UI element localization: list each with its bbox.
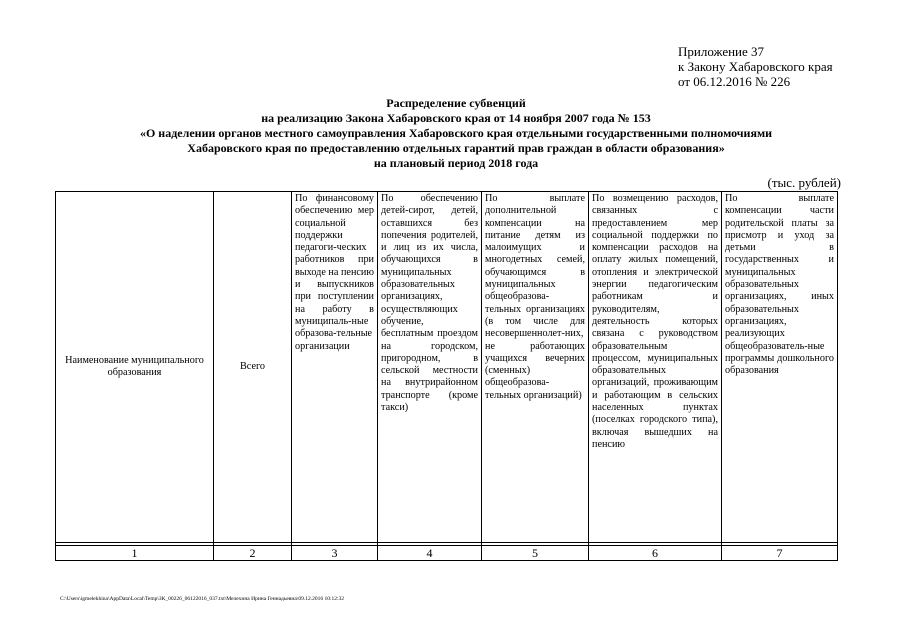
column-header-orphan-transport: По обеспечению детей-сирот, детей, оставшихся без попечения родителей, и лиц из их числа, обучающихся в муниципальных образовательных организациях, осуществляющих обучение, бесплатным проездом на городском, пригородном, в сельской местности на внутрирайонном транспорте (кроме такси) (378, 192, 482, 543)
column-header-municipality: Наименование муниципального образования (56, 192, 214, 543)
table-header-row (56, 192, 838, 543)
column-number: 5 (482, 546, 589, 561)
column-header-housing-compensation: По возмещению расходов, связанных с предоставлением мер социальной поддержки по компенсации расходов на оплату жилых помещений, отопления и электрической энергии педагогическим работникам и руководителям, деятельность которых связана с руководством образовательным процессом, муниципальных образовательных организаций, проживающим и работающим в сельских населенных пунктах (поселках городского типа), включая вышедших на пенсию (589, 192, 722, 543)
file-path-footer: C:\Users\igmelekhina\AppData\Local\Temp\ЗК_00226_06122016_037.txt\Мелехина Ирина Геннадьевна\09.12.2016 10:12:32 (60, 596, 344, 602)
heading-line-3: «О наделении органов местного самоуправления Хабаровского края отдельными государственными полномочиями (139, 126, 773, 140)
units-label: (тыс. рублей) (767, 175, 841, 190)
column-number: 1 (56, 546, 214, 561)
heading-line-2: на реализацию Закона Хабаровского края от 14 ноября 2007 года № 153 (261, 111, 651, 125)
document-heading (60, 96, 852, 171)
column-number: 2 (214, 546, 292, 561)
subvention-table (55, 191, 838, 561)
column-number: 3 (292, 546, 378, 561)
column-header-meal-compensation: По выплате дополнительной компенсации на питание детям из малоимущих и многодетных семей, обучающимся в муниципальных общеобразова-тельных организациях (в том числе для несовершеннолет-них, не работающих учащихся вечерних (сменных) общеобразова-тельных организаций) (482, 192, 589, 543)
column-number: 7 (722, 546, 838, 561)
column-number: 6 (589, 546, 722, 561)
column-header-total: Всего (214, 192, 292, 543)
appendix-date: от 06.12.2016 № 226 (678, 74, 791, 89)
appendix-number: Приложение 37 (678, 44, 765, 59)
column-number: 4 (378, 546, 482, 561)
heading-line-1: Распределение субвенций (386, 96, 526, 110)
column-header-teacher-support: По финансовому обеспечению мер социальной поддержки педагоги-ческих работников при выходе на пенсию и выпускников при поступлении на работу в муниципаль-ные образова-тельные организации (292, 192, 378, 543)
column-number-row (56, 546, 838, 561)
appendix-law: к Закону Хабаровского края (678, 59, 833, 74)
appendix-reference (678, 44, 833, 89)
heading-line-4: Хабаровского края по предоставлению отдельных гарантий прав граждан в области образования» (187, 141, 725, 155)
heading-line-5: на плановый период 2018 года (373, 156, 539, 170)
column-header-parental-fee: По выплате компенсации части родительской платы за присмотр и уход за детьми в государственных и муниципальных образовательных организациях, иных образовательных организациях, реализующих общеобразователь-ные программы дошкольного образования (722, 192, 838, 543)
